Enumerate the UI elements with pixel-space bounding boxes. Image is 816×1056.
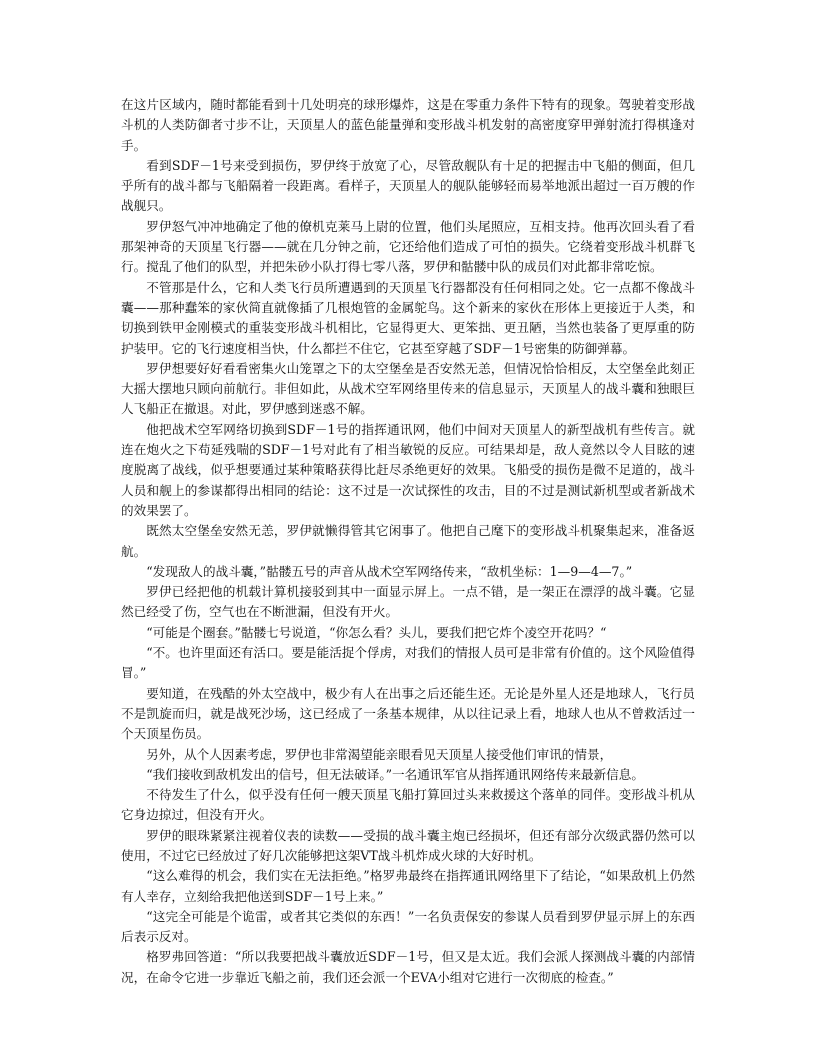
paragraph: 罗伊怒气冲冲地确定了他的僚机克莱马上尉的位置，他们头尾照应，互相支持。他再次回头看了看那架神奇的天顶星飞行器——就在几分钟之前，它还给他们造成了可怕的损失。它绕着变形战斗机群飞行。搅乱了他们的队型，并把朱砂小队打得七零八落，罗伊和骷髅中队的成员们对此都非常吃惊。 [121, 218, 695, 275]
paragraph: “我们接收到敌机发出的信号，但无法破译。”一名通讯军官从指挥通讯网络传来最新信息。 [146, 766, 644, 782]
paragraph: “可能是个圈套。”骷髅七号说道，“你怎么看？头儿，要我们把它炸个凌空开花吗？“ [146, 624, 607, 640]
paragraph: 看到SDF－1号来受到损伤，罗伊终于放宽了心，尽管敌舰队有十足的把握击中飞船的侧面，但几乎所有的战斗都与飞船隔着一段距离。看样子，天顶星人的舰队能够轻而易举地派出超过一百万艘的作战舰只。 [121, 157, 695, 214]
paragraph: 罗伊已经把他的机载计算机接驳到其中一面显示屏上。一点不错，是一架正在漂浮的战斗囊。它显然已经受了伤，空气也在不断泄漏，但没有开火。 [121, 584, 695, 620]
paragraph: 在这片区域内，随时都能看到十几处明亮的球形爆炸，这是在零重力条件下特有的现象。驾驶着变形战斗机的人类防御者寸步不让，天顶星人的蓝色能量弹和变形战斗机发射的高密度穿甲弹射流打得棋逢对手。 [121, 97, 695, 153]
paragraph: 既然太空堡垒安然无恙，罗伊就懒得管其它闲事了。他把自己麾下的变形战斗机聚集起来，准备返航。 [121, 523, 695, 559]
paragraph: “这完全可能是个诡雷，或者其它类似的东西！”一名负责保安的参谋人员看到罗伊显示屏上的东西后表示反对。 [121, 908, 695, 945]
paragraph: 不管那是什么，它和人类飞行员所遭遇到的天顶星飞行器都没有任何相同之处。它一点都不像战斗囊——那种蠢笨的家伙简直就像插了几根炮管的金属鸵鸟。这个新来的家伙在形体上更接近于人类，和切换到铁甲金刚模式的重装变形战斗机相比，它显得更大、更笨拙、更丑陋，当然也装备了更厚重的防护装甲。它的飞行速度相当快，什么都拦不住它，它甚至穿越了SDF－1号密集的防御弹幕。 [121, 279, 695, 356]
paragraph: “不。也许里面还有活口。要是能活捉个俘虏，对我们的情报人员可是非常有价值的。这个风险值得冒。” [121, 645, 695, 681]
paragraph: 他把战术空军网络切换到SDF－1号的指挥通讯网，他们中间对天顶星人的新型战机有些传言。就连在炮火之下苟延残喘的SDF－1号对此有了相当敏锐的反应。可结果却是，敌人竟然以令人目眩的速度脱离了战线，似乎想要通过某种策略获得比赶尽杀绝更好的效果。飞船受的损伤是微不足道的，战斗人员和舰上的参谋都得出相同的结论：这不过是一次试探性的攻击，目的不过是测试新机型或者新战术的效果罢了。 [121, 421, 695, 518]
paragraph: 罗伊的眼珠紧紧注视着仪表的读数——受损的战斗囊主炮已经损坏，但还有部分次级武器仍然可以使用，不过它已经放过了好几次能够把这架VT战斗机炸成火球的大好时机。 [121, 827, 695, 863]
paragraph: 要知道，在残酷的外太空战中，极少有人在出事之后还能生还。无论是外星人还是地球人，飞行员不是凯旋而归，就是战死沙场，这已经成了一条基本规律，从以往记录上看，地球人也从不曾救活过一个天顶星伤员。 [121, 685, 695, 742]
paragraph: 另外，从个人因素考虑，罗伊也非常渴望能亲眼看见天顶星人接受他们审讯的情景， [146, 746, 613, 762]
paragraph: “这么难得的机会，我们实在无法拒绝。”格罗弗最终在指挥通讯网络里下了结论，“如果敌机上仍然有人幸存，立刻给我把他送到SDF－1号上来。” [121, 868, 695, 904]
document-body [121, 95, 695, 988]
paragraph: “发现敌人的战斗囊，”骷髅五号的声音从战术空军网络传来，“敌机坐标：1—9—4—7。” [146, 563, 633, 579]
paragraph: 不待发生了什么，似乎没有任何一艘天顶星飞船打算回过头来救援这个落单的同伴。变形战斗机从它身边掠过，但没有开火。 [121, 787, 695, 823]
paragraph: 格罗弗回答道：“所以我要把战斗囊放近SDF－1号，但又是太近。我们会派人探测战斗囊的内部情况，在命令它进一步靠近飞船之前，我们还会派一个EVA小组对它进行一次彻底的检查。” [121, 949, 695, 985]
paragraph: 罗伊想要好好看看密集火山笼罩之下的太空堡垒是否安然无恙，但情况恰恰相反，太空堡垒此刻正大摇大摆地只顾向前航行。非但如此，从战术空军网络里传来的信息显示，天顶星人的战斗囊和独眼巨人飞船正在撤退。对此，罗伊感到迷惑不解。 [121, 360, 695, 417]
